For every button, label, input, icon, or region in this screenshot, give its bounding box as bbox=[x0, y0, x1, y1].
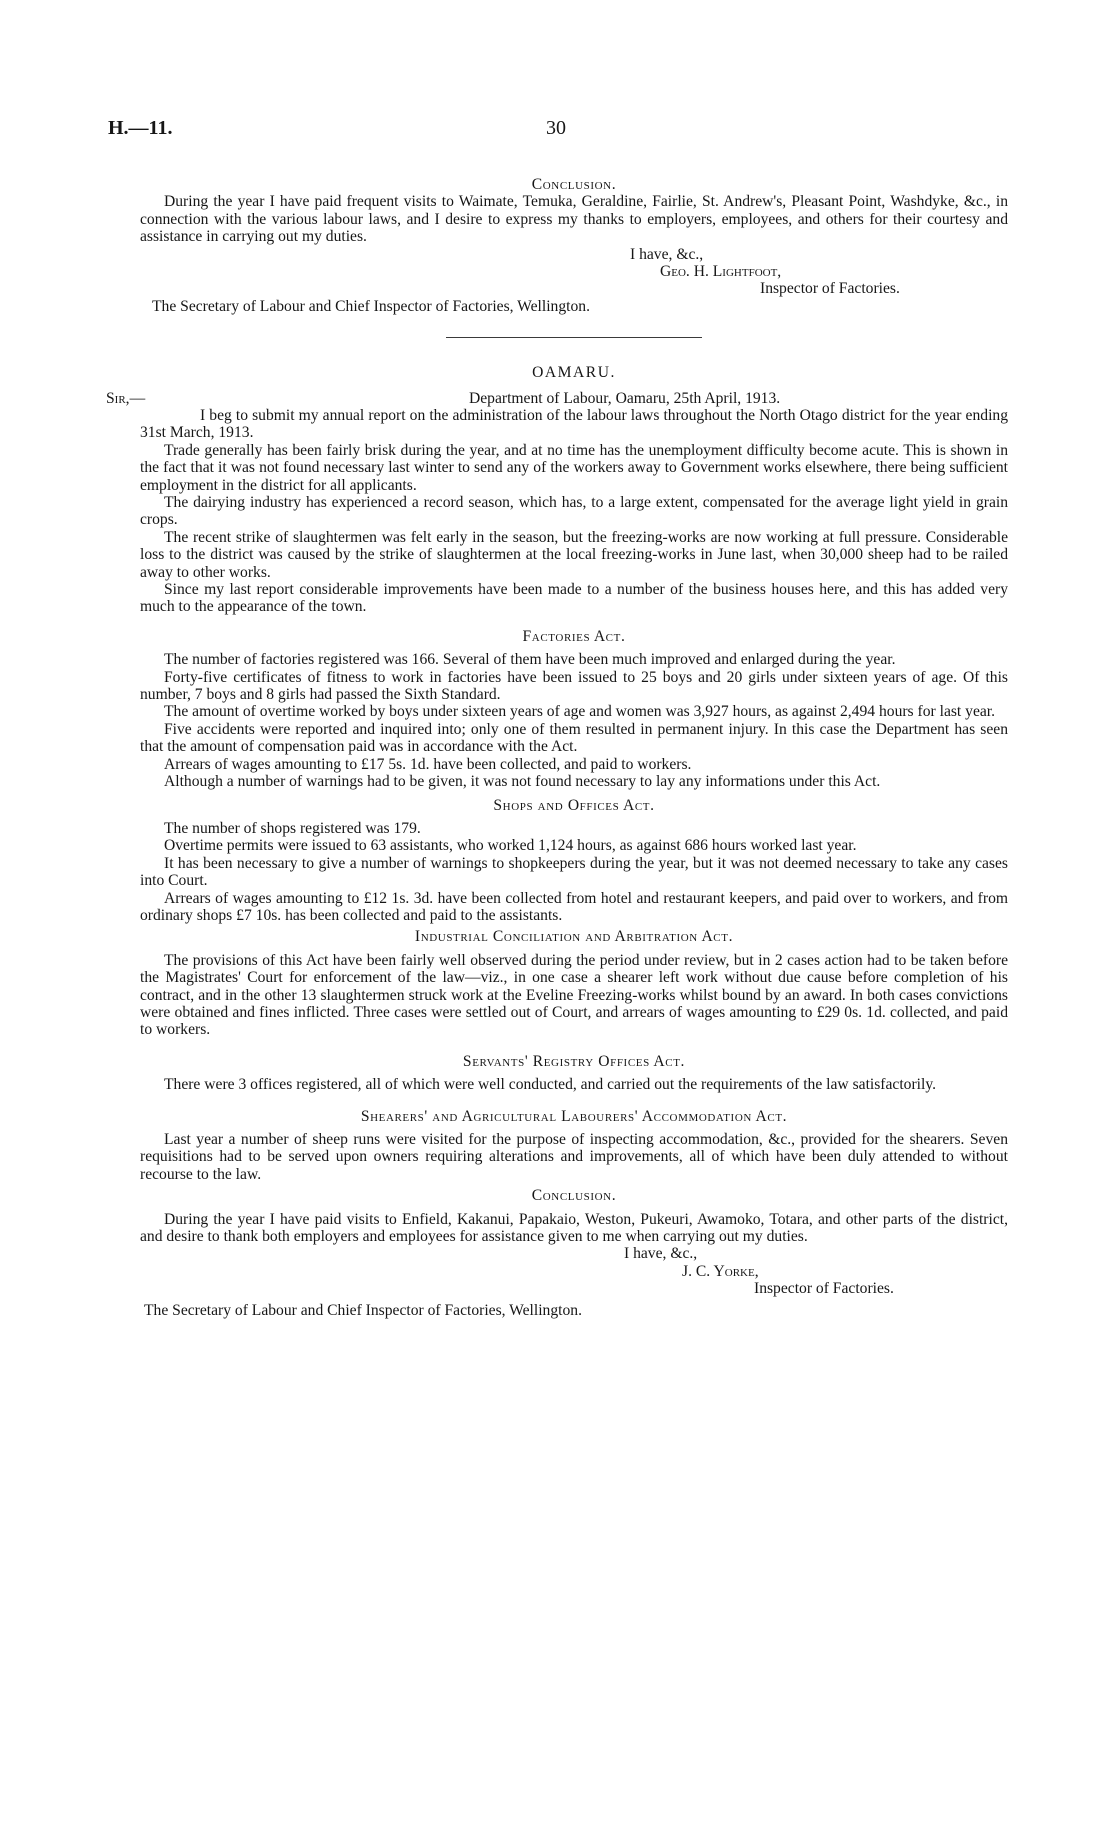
closing: I have, &c., bbox=[624, 1245, 698, 1263]
document-body bbox=[106, 176, 1008, 1319]
closing: I have, &c., bbox=[630, 245, 704, 263]
section-heading-servants: Servants' Registry Offices Act. bbox=[462, 1052, 686, 1070]
running-header bbox=[108, 117, 998, 144]
report-title: OAMARU. bbox=[532, 364, 616, 382]
paragraph: Arrears of wages amounting to £17 5s. 1d. have been collected, and paid to workers. bbox=[164, 755, 692, 773]
signatory-title: Inspector of Factories. bbox=[760, 280, 900, 298]
signature-line bbox=[140, 1245, 1008, 1262]
paragraph: The amount of overtime worked by boys under sixteen years of age and women was 3,927 hours, as against 2,494 hours for last year. bbox=[164, 703, 996, 721]
section-heading-conclusion: Conclusion. bbox=[531, 1187, 617, 1205]
signatory: Geo. H. Lightfoot, bbox=[660, 263, 782, 281]
salutation-line bbox=[106, 389, 1008, 407]
page-number: 30 bbox=[546, 117, 566, 139]
section-heading-shearers: Shearers' and Agricultural Labourers' Accommodation Act. bbox=[360, 1107, 788, 1125]
paragraph: The recent strike of slaughtermen was felt early in the season, but the freezing-works are now working at full pressure. Considerable loss to the district was caused by the strike of slaughtermen at the local freezing-works in June last, when 30,000 sheep had to be railed away to other works. bbox=[140, 528, 1008, 581]
paragraph: It has been necessary to give a number of warnings to shopkeepers during the year, but it was not deemed necessary to take any cases into Court. bbox=[140, 854, 1008, 890]
paragraph: Although a number of warnings had to be given, it was not found necessary to lay any informations under this Act. bbox=[164, 773, 881, 791]
section-heading-conclusion: Conclusion. bbox=[531, 176, 617, 193]
dateline: Department of Labour, Oamaru, 25th April, 1913. bbox=[469, 389, 781, 407]
section-heading-factories: Factories Act. bbox=[522, 627, 626, 645]
paragraph: The dairying industry has experienced a record season, which has, to a large extent, compensated for the average light yield in grain crops. bbox=[140, 494, 1008, 529]
paragraph: Last year a number of sheep runs were visited for the purpose of inspecting accommodation, &c., provided for the shearers. Seven requisitions had to be served upon owners requiring alterations and improvements, all of which have been duly attended to without recourse to the law. bbox=[140, 1131, 1008, 1183]
salutation: Sir,— bbox=[106, 389, 146, 407]
paragraph: The number of factories registered was 166. Several of them have been much improved and enlarged during the year. bbox=[164, 651, 896, 669]
paragraph: Since my last report considerable improvements have been made to a number of the business houses here, and this has added very much to the appearance of the town. bbox=[140, 581, 1008, 616]
paragraph: The number of shops registered was 179. bbox=[164, 819, 421, 837]
addressee-line bbox=[140, 298, 1008, 315]
addressee: The Secretary of Labour and Chief Inspector of Factories, Wellington. bbox=[152, 297, 590, 315]
paragraph: I beg to submit my annual report on the administration of the labour laws throughout the North Otago district for the year ending 31st March, 1913. bbox=[140, 406, 1008, 442]
paragraph: Forty-five certificates of fitness to work in factories have been issued to 25 boys and 20 girls under sixteen years of age. Of this number, 7 boys and 8 girls had passed the Sixth Standard. bbox=[140, 668, 1008, 704]
addressee: The Secretary of Labour and Chief Inspector of Factories, Wellington. bbox=[144, 1301, 582, 1319]
signature-line bbox=[140, 263, 1008, 280]
paragraph: Arrears of wages amounting to £12 1s. 3d. have been collected from hotel and restaurant keepers, and paid over to workers, and from ordinary shops £7 10s. has been collected and paid to the assistants. bbox=[140, 889, 1008, 924]
paragraph: There were 3 offices registered, all of which were well conducted, and carried out the requirements of the law satisfactorily. bbox=[164, 1076, 937, 1094]
signature-line bbox=[140, 280, 1008, 297]
signature-line bbox=[140, 246, 1008, 263]
paragraph: Trade generally has been fairly brisk during the year, and at no time has the unemployment difficulty become acute. This is shown in the fact that it was not found necessary last winter to send any of the workers away to Government works elsewhere, there being sufficient employment in the district for all applicants. bbox=[140, 441, 1008, 494]
addressee-line bbox=[140, 1302, 1008, 1319]
signatory: J. C. Yorke, bbox=[682, 1262, 759, 1280]
conclusion-paragraph: During the year I have paid visits to Enfield, Kakanui, Papakaio, Weston, Pukeuri, Awamoko, Totara, and other parts of the district, and desire to thank both employers and employees for assistance given to me when carrying out my duties. bbox=[140, 1210, 1008, 1246]
signature-line bbox=[140, 1263, 1008, 1280]
paragraph: The provisions of this Act have been fairly well observed during the period under review, but in 2 cases action had to be taken before the Magistrates' Court for enforcement of the law—viz., in one case a shearer left work without due cause before completion of his contract, and in the other 13 slaughtermen struck work at the Eveline Freezing-works whilst bound by an award. In both cases convictions were obtained and fines inflicted. Three cases were settled out of Court, and arrears of wages amounting to £29 0s. 1d. collected, and paid to workers. bbox=[140, 951, 1008, 1039]
paragraph: Overtime permits were issued to 63 assistants, who worked 1,124 hours, as against 686 hours worked last year. bbox=[164, 837, 857, 855]
section-heading-shops: Shops and Offices Act. bbox=[493, 796, 655, 814]
paragraph: Five accidents were reported and inquired into; only one of them resulted in permanent injury. In this case the Department has seen that the amount of compensation paid was in accordance with the Act. bbox=[140, 720, 1008, 756]
conclusion-paragraph: During the year I have paid frequent visits to Waimate, Temuka, Geraldine, Fairlie, St. Andrew's, Pleasant Point, Washdyke, &c., in connection with the various labour laws, and I desire to express my thanks to employers, employees, and others for their courtesy and assistance in carrying out my duties. bbox=[140, 193, 1008, 246]
report-reference: H.—11. bbox=[108, 117, 173, 139]
signature-line bbox=[140, 1280, 1008, 1297]
signatory-title: Inspector of Factories. bbox=[754, 1280, 894, 1298]
section-heading-industrial: Industrial Conciliation and Arbitration Act. bbox=[414, 928, 734, 946]
